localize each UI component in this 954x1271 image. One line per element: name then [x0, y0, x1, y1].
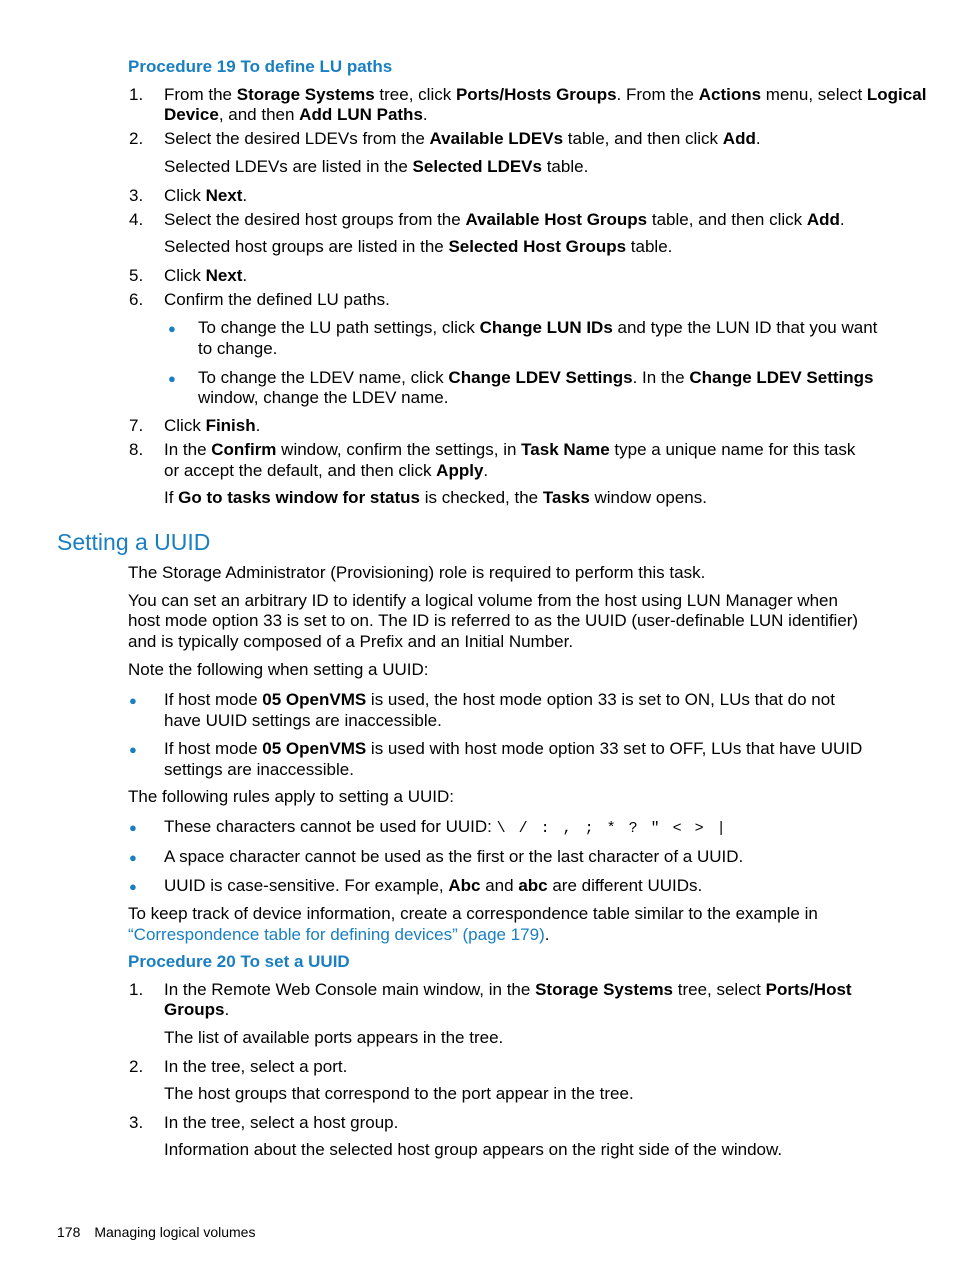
step-note: The list of available ports appears in the tree.	[164, 1028, 504, 1047]
bullet-text: have UUID settings are inaccessible.	[164, 711, 442, 730]
step-note: Selected LDEVs are listed in the Selected LDEVs table.	[164, 157, 589, 176]
paragraph: The Storage Administrator (Provisioning) role is required to perform this task.	[128, 563, 706, 582]
bullet-text: These characters cannot be used for UUID: \ / : , ; * ? " < > |	[164, 817, 726, 837]
step-text: Click Finish.	[164, 416, 261, 435]
step-note: If Go to tasks window for status is checked, the Tasks window opens.	[164, 488, 707, 507]
bullet-text: To change the LU path settings, click Change LUN IDs and type the LUN ID that you want	[198, 318, 878, 337]
bullet-icon: ●	[129, 820, 137, 835]
bullet-text: To change the LDEV name, click Change LDEV Settings. In the Change LDEV Settings	[198, 368, 874, 387]
step-number: 6.	[129, 290, 144, 309]
procedure-20-title: Procedure 20 To set a UUID	[128, 952, 350, 971]
page-number: 178	[57, 1224, 81, 1240]
step-note: Information about the selected host group appears on the right side of the window.	[164, 1140, 783, 1159]
step-note: Selected host groups are listed in the Selected Host Groups table.	[164, 237, 673, 256]
bullet-icon: ●	[129, 693, 137, 708]
bullet-icon: ●	[168, 321, 176, 336]
section-heading: Setting a UUID	[57, 529, 211, 555]
step-text: In the Remote Web Console main window, in the Storage Systems tree, select Ports/Host	[164, 980, 852, 999]
bullet-text: A space character cannot be used as the first or the last character of a UUID.	[164, 847, 744, 866]
footer	[57, 1223, 255, 1241]
correspondence-table-link[interactable]: “Correspondence table for defining devices” (page 179)	[128, 925, 545, 944]
step-number: 5.	[129, 266, 144, 285]
paragraph-line: “Correspondence table for defining devices” (page 179).	[128, 925, 550, 944]
paragraph: The following rules apply to setting a UUID:	[128, 787, 454, 806]
step-text: Select the desired LDEVs from the Available LDEVs table, and then click Add.	[164, 129, 761, 148]
paragraph: Note the following when setting a UUID:	[128, 660, 429, 679]
bullet-text: window, change the LDEV name.	[198, 388, 449, 407]
step-number: 1.	[129, 85, 144, 104]
step-number: 2.	[129, 1057, 144, 1076]
bullet-icon: ●	[129, 742, 137, 757]
paragraph-line: host mode option 33 is set to on. The ID is referred to as the UUID (user-definable LUN identifier)	[128, 611, 859, 630]
step-text: In the tree, select a port.	[164, 1057, 348, 1076]
step-text: Confirm the defined LU paths.	[164, 290, 390, 309]
step-text: Device, and then Add LUN Paths.	[164, 105, 428, 124]
step-number: 2.	[129, 129, 144, 148]
paragraph-line: To keep track of device information, create a correspondence table similar to the example in	[128, 904, 818, 923]
forbidden-chars: \ / : , ; * ? " < > |	[496, 820, 726, 837]
step-text: Groups.	[164, 1000, 230, 1019]
chapter-title: Managing logical volumes	[94, 1224, 256, 1240]
paragraph-line: and is typically composed of a Prefix and an Initial Number.	[128, 632, 574, 651]
step-number: 3.	[129, 186, 144, 205]
bullet-icon: ●	[129, 879, 137, 894]
step-text: Select the desired host groups from the Available Host Groups table, and then click Add.	[164, 210, 845, 229]
step-text: From the Storage Systems tree, click Ports/Hosts Groups. From the Actions menu, select Logical	[164, 85, 927, 104]
paragraph-line: You can set an arbitrary ID to identify a logical volume from the host using LUN Manager when	[128, 591, 838, 610]
step-text: In the tree, select a host group.	[164, 1113, 399, 1132]
procedure-19-title: Procedure 19 To define LU paths	[128, 57, 393, 76]
step-text: Click Next.	[164, 266, 248, 285]
bullet-text: settings are inaccessible.	[164, 760, 354, 779]
step-number: 3.	[129, 1113, 144, 1132]
step-text: In the Confirm window, confirm the settings, in Task Name type a unique name for this task	[164, 440, 856, 459]
bullet-text: If host mode 05 OpenVMS is used, the host mode option 33 is set to ON, LUs that do not	[164, 690, 835, 709]
step-number: 7.	[129, 416, 144, 435]
bullet-text: UUID is case-sensitive. For example, Abc and abc are different UUIDs.	[164, 876, 703, 895]
bullet-text: If host mode 05 OpenVMS is used with host mode option 33 set to OFF, LUs that have UUID	[164, 739, 863, 758]
step-number: 1.	[129, 980, 144, 999]
bullet-icon: ●	[129, 850, 137, 865]
step-number: 8.	[129, 440, 144, 459]
step-text: Click Next.	[164, 186, 248, 205]
bullet-icon: ●	[168, 371, 176, 386]
step-note: The host groups that correspond to the port appear in the tree.	[164, 1084, 634, 1103]
step-text: or accept the default, and then click Apply.	[164, 461, 489, 480]
bullet-text: to change.	[198, 339, 278, 358]
step-number: 4.	[129, 210, 144, 229]
